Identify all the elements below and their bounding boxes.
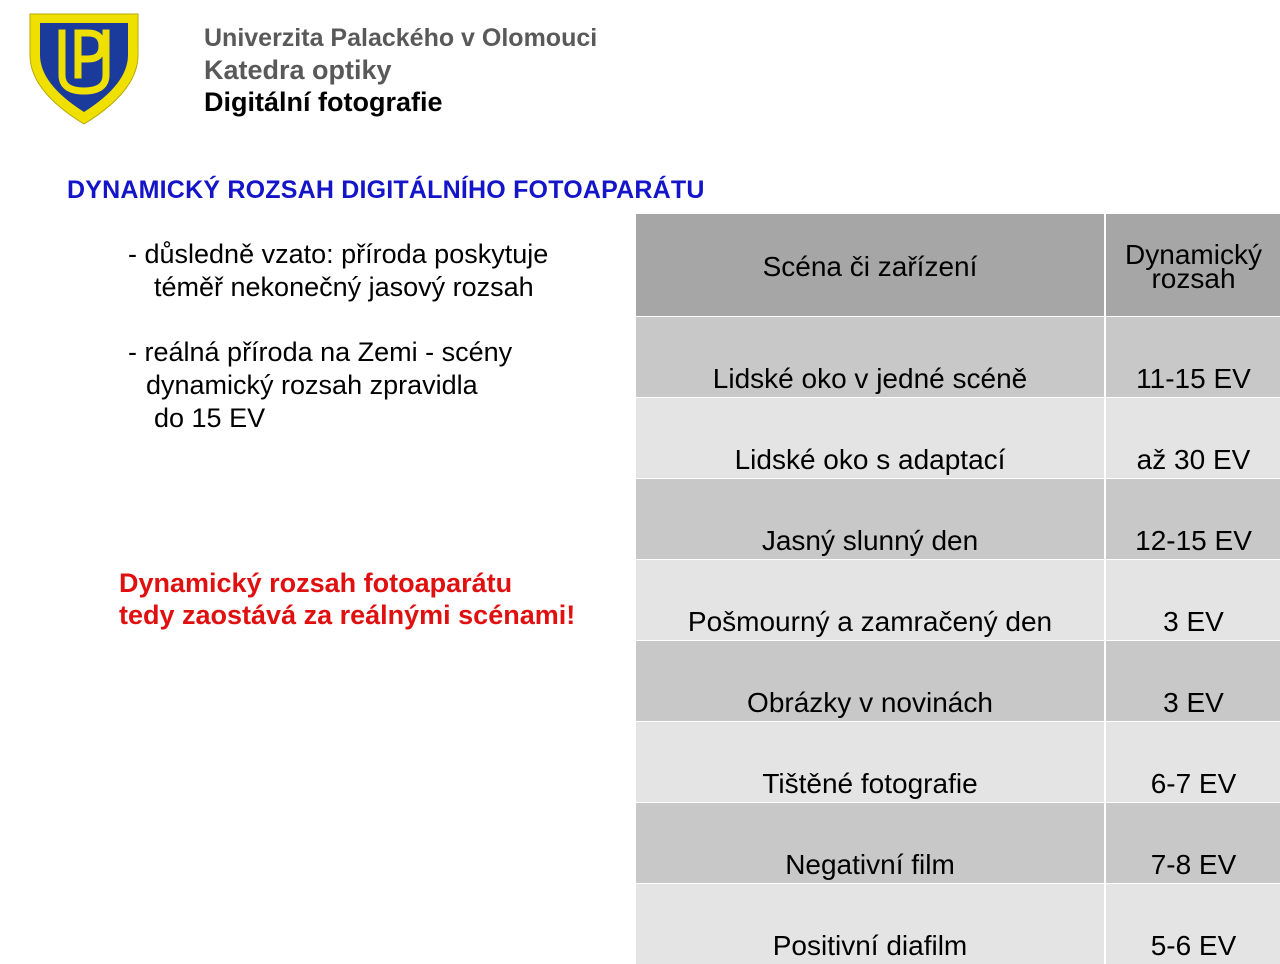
highlight-line: Dynamický rozsah fotoaparátu bbox=[119, 567, 575, 599]
header-scene: Scéna či zařízení bbox=[635, 214, 1105, 317]
header-range-line1: Dynamický bbox=[1106, 243, 1280, 267]
conclusion-highlight bbox=[119, 567, 575, 631]
cell-range: 5-6 EV bbox=[1105, 884, 1280, 964]
bullet-nature-range bbox=[128, 238, 548, 304]
cell-scene: Obrázky v novinách bbox=[635, 641, 1105, 722]
cell-scene: Jasný slunný den bbox=[635, 479, 1105, 560]
table-row bbox=[635, 479, 1280, 560]
bullet-line: - důsledně vzato: příroda poskytuje bbox=[128, 238, 548, 271]
cell-scene: Pošmourný a zamračený den bbox=[635, 560, 1105, 641]
course-name: Digitální fotografie bbox=[204, 87, 443, 118]
table-row bbox=[635, 560, 1280, 641]
cell-range: 3 EV bbox=[1105, 560, 1280, 641]
slide-title: DYNAMICKÝ ROZSAH DIGITÁLNÍHO FOTOAPARÁTU bbox=[67, 176, 705, 205]
cell-scene: Lidské oko s adaptací bbox=[635, 398, 1105, 479]
cell-range: až 30 EV bbox=[1105, 398, 1280, 479]
table-row bbox=[635, 722, 1280, 803]
header-range-line2: rozsah bbox=[1106, 267, 1280, 291]
cell-range: 3 EV bbox=[1105, 641, 1280, 722]
highlight-line: tedy zaostává za reálnými scénami! bbox=[119, 599, 575, 631]
table-row bbox=[635, 317, 1280, 398]
bullet-line: do 15 EV bbox=[128, 402, 512, 435]
cell-range: 11-15 EV bbox=[1105, 317, 1280, 398]
table-header-row bbox=[635, 214, 1280, 317]
department-name: Katedra optiky bbox=[204, 55, 392, 86]
table-row bbox=[635, 398, 1280, 479]
cell-range: 6-7 EV bbox=[1105, 722, 1280, 803]
bullet-line: dynamický rozsah zpravidla bbox=[128, 369, 512, 402]
dynamic-range-table bbox=[634, 213, 1280, 964]
table-row bbox=[635, 641, 1280, 722]
bullet-line: - reálná příroda na Zemi - scény bbox=[128, 336, 512, 369]
header-range bbox=[1105, 214, 1280, 317]
table-row bbox=[635, 803, 1280, 884]
bullet-real-scenes bbox=[128, 336, 512, 435]
cell-scene: Tištěné fotografie bbox=[635, 722, 1105, 803]
cell-scene: Positivní diafilm bbox=[635, 884, 1105, 964]
bullet-line: téměř nekonečný jasový rozsah bbox=[128, 271, 548, 304]
cell-range: 7-8 EV bbox=[1105, 803, 1280, 884]
cell-scene: Negativní film bbox=[635, 803, 1105, 884]
upol-shield-logo bbox=[26, 11, 142, 127]
university-name: Univerzita Palackého v Olomouci bbox=[204, 24, 597, 53]
cell-scene: Lidské oko v jedné scéně bbox=[635, 317, 1105, 398]
cell-range: 12-15 EV bbox=[1105, 479, 1280, 560]
table-row bbox=[635, 884, 1280, 964]
